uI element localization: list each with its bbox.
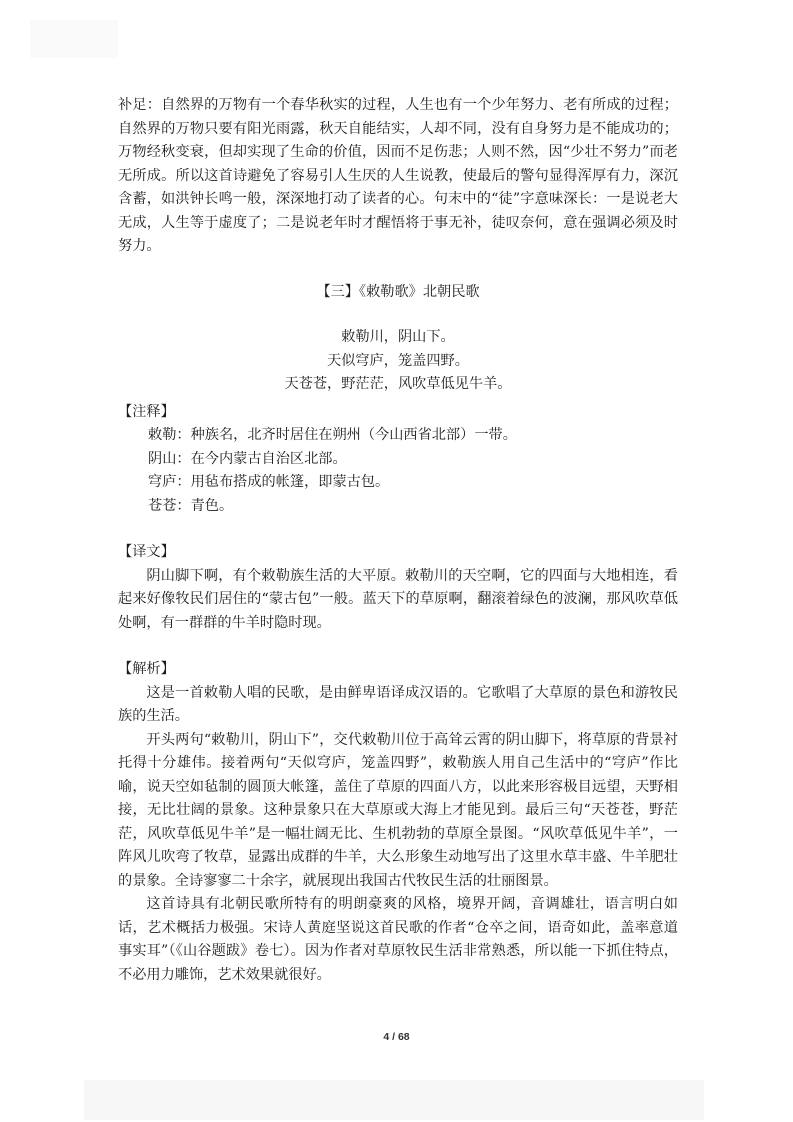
note-item: 穹庐：用毡布搭成的帐篷，即蒙古包。	[148, 474, 390, 490]
note-item: 阴山：在今内蒙古自治区北部。	[148, 450, 347, 467]
page-number: 4 / 68	[383, 1031, 410, 1043]
notes-heading: 【注释】	[118, 403, 175, 420]
analysis-heading: 【解析】	[118, 661, 175, 677]
translation-paragraph: 阴山脚下啊，有个敕勒族生活的大平原。敕勒川的天空啊，它的四面与大地相连，看起来好像牧民们居住的“蒙古包”一般。蓝天下的草原啊，翻滚着绿色的波澜，那风吹草低处啊，有一群群的牛羊时隐时现。	[118, 567, 678, 631]
analysis-paragraph: 这首诗具有北朝民歌所特有的明朗豪爽的风格，境界开阔，音调雄壮，语言明白如话，艺术概括力极强。宋诗人黄庭坚说这首民歌的作者“仓卒之间，语奇如此，盖率意道事实耳”（《山谷题跋》卷七）。因为作者对草原牧民生活非常熟悉，所以能一下抓住特点，不必用力雕饰，艺术效果就很好。	[118, 896, 678, 983]
analysis-paragraph: 开头两句“敕勒川，阴山下”，交代敕勒川位于高耸云霄的阴山脚下，将草原的背景衬托得十分雄伟。接着两句“天似穹庐，笼盖四野”，敕勒族人用自己生活中的“穹庐”作比喻，说天空如毡制的圆顶大帐篷，盖住了草原的四面八方，以此来形容极目远望，天野相接，无比壮阔的景象。这种景象只在大草原或大海上才能见到。最后三句“天苍苍，野茫茫，风吹草低见牛羊”是一幅壮阔无比、生机勃勃的草原全景图。“风吹草低见牛羊”，一阵风儿吹弯了牧草，显露出成群的牛羊，大么形象生动地写出了这里水草丰盛、牛羊肥壮的景象。全诗寥寥二十余字，就展现出我国古代牧民生活的壮丽图景。	[118, 731, 678, 889]
poem-line: 敕勒川，阴山下。	[341, 329, 455, 345]
footer-placeholder	[84, 1080, 704, 1120]
poem-line: 天似穹庐，笼盖四野。	[327, 352, 469, 369]
section-title: 【三】《敕勒歌》北朝民歌	[316, 283, 480, 300]
supplement-paragraph: 补足：自然界的万物有一个春华秋实的过程，人生也有一个少年努力、老有所成的过程；自然界的万物只要有阳光雨露，秋天自能结实，人却不同，没有自身努力是不能成功的；万物经秋变衰，但却实现了生命的价值，因而不足伤悲；人则不然，因“少壮不努力”而老无所成。所以这首诗避免了容易引人生厌的人生说教，使最后的警句显得浑厚有力，深沉含蓄，如洪钟长鸣一般，深深地打动了读者的心。句末中的“徒”字意味深长：一是说老大无成，人生等于虚度了；二是说老年时才醒悟将于事无补，徒叹奈何，意在强调必须及时努力。	[118, 97, 678, 254]
note-item: 苍苍：青色。	[148, 497, 234, 514]
poem-line: 天苍苍，野茫茫，风吹草低见牛羊。	[284, 376, 512, 392]
analysis-paragraph: 这是一首敕勒人唱的民歌，是由鲜卑语译成汉语的。它歌唱了大草原的景色和游牧民族的生活。	[118, 684, 678, 724]
translation-heading: 【译文】	[118, 544, 175, 560]
page-body	[118, 94, 678, 987]
note-item: 敕勒：种族名，北齐时居住在朔州（今山西省北部）一带。	[148, 427, 517, 443]
poem	[118, 326, 678, 397]
header-placeholder	[30, 20, 118, 58]
